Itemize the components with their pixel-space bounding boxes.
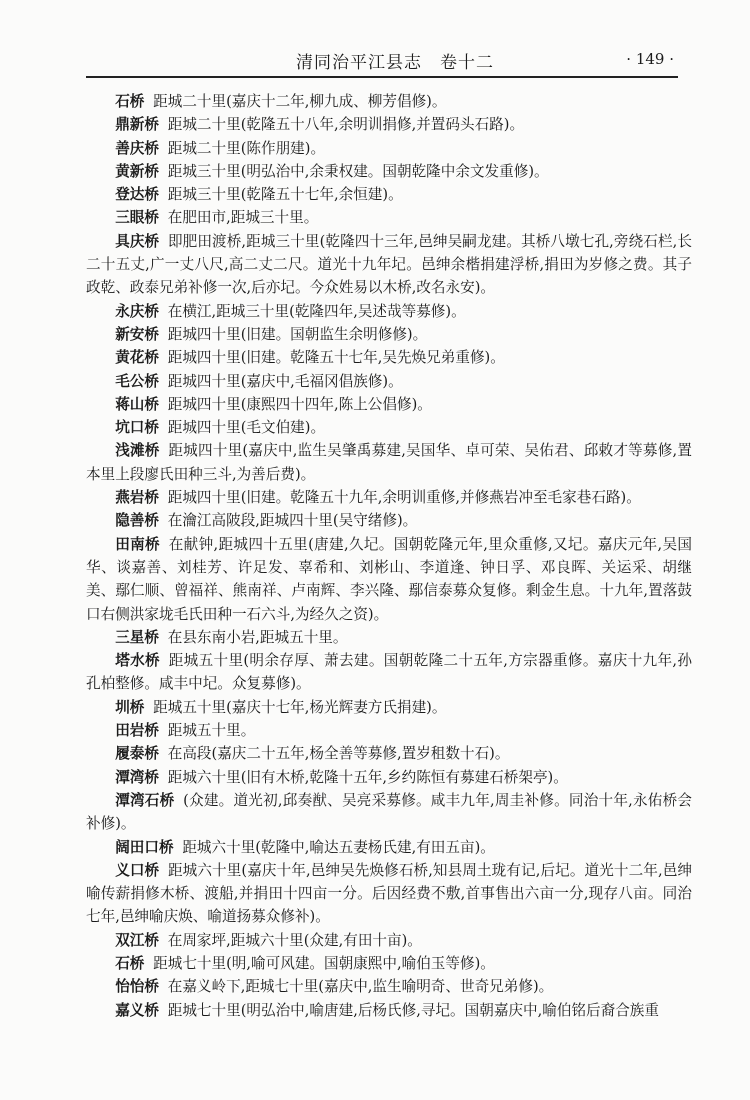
bridge-name: 蒋山桥 <box>115 395 159 413</box>
bridge-name: 双江桥 <box>115 931 159 949</box>
bridge-entry <box>86 696 692 719</box>
bridge-entry <box>86 626 692 649</box>
bridge-entry <box>86 370 692 393</box>
bridge-name: 田岩桥 <box>115 722 159 740</box>
bridge-name: 怡怡桥 <box>115 978 159 996</box>
bridge-description: 距城六十里(旧有木桥,乾隆十五年,乡约陈恒有募建石桥架亭)。 <box>167 768 568 786</box>
bridge-name: 嘉义桥 <box>115 1001 159 1019</box>
bridge-description: 距城六十里(乾隆中,喻达五妻杨氏建,有田五亩)。 <box>182 838 495 856</box>
bridge-entry <box>86 859 692 929</box>
bridge-entry <box>86 323 692 346</box>
bridge-name: 三星桥 <box>115 628 159 646</box>
bridge-entry <box>86 486 692 509</box>
bridge-name: 登达桥 <box>115 186 159 204</box>
bridge-entry <box>86 206 692 229</box>
bridge-entry <box>86 929 692 952</box>
bridge-name: 燕岩桥 <box>115 489 159 507</box>
bridge-name: 新安桥 <box>115 325 159 343</box>
bridge-name: 坑口桥 <box>115 419 159 437</box>
bridge-description: 距城五十里(明余存厚、萧去建。国朝乾隆二十五年,方宗器重修。嘉庆十九年,孙孔柏整修。咸丰中圮。众复募修)。 <box>86 652 692 693</box>
bridge-name: 黄花桥 <box>115 349 159 367</box>
bridge-entry <box>86 137 692 160</box>
bridge-description: 距城二十里(陈作朋建)。 <box>167 139 326 157</box>
bridge-description: 在嘉义岭下,距城七十里(嘉庆中,监生喻明奇、世奇兄弟修)。 <box>167 978 554 996</box>
page-number: · 149 · <box>626 50 674 68</box>
bridge-description: 距城六十里(嘉庆十年,邑绅吴先焕修石桥,知县周土珑有记,后圮。道光十二年,邑绅喻传薪捐修木桥、渡船,并捐田十四亩一分。后因经费不敷,首事售出六亩一分,现存八亩。同治七年,邑绅喻庆焕、喻道扬募众修补)。 <box>86 861 692 926</box>
bridge-entry <box>86 836 692 859</box>
bridge-description: 距城四十里(旧建。乾隆五十七年,吴先焕兄弟重修)。 <box>167 349 505 367</box>
bridge-description: 在横江,距城三十里(乾隆四年,吴述哉等募修)。 <box>167 302 466 320</box>
bridge-name: 隐善桥 <box>115 512 159 530</box>
bridge-entry <box>86 719 692 742</box>
bridge-description: 距城四十里(旧建。乾隆五十九年,余明训重修,并修燕岩冲至毛家巷石路)。 <box>167 489 641 507</box>
bridge-entry <box>86 789 692 836</box>
bridge-name: 田南桥 <box>115 535 160 553</box>
bridge-description: 距城七十里(明,喻可风建。国朝康熙中,喻伯玉等修)。 <box>153 954 495 972</box>
bridge-entry <box>86 416 692 439</box>
bridge-name: 义口桥 <box>115 861 160 879</box>
bridge-name: 毛公桥 <box>115 372 159 390</box>
bridge-description: 即肥田渡桥,距城三十里(乾隆四十三年,邑绅吴嗣龙建。其桥八墩七孔,旁绕石栏,长二十五丈,广一丈八尺,高二丈二尺。道光十九年圮。邑绅余楷捐建浮桥,捐田为岁修之费。其子政乾、政泰兄弟补修一次,后亦圮。今众姓易以木桥,改名永安)。 <box>86 232 692 297</box>
header-title: 清同治平江县志 卷十二 <box>296 53 494 73</box>
bridge-name: 具庆桥 <box>115 232 160 250</box>
bridge-name: 圳桥 <box>115 698 145 716</box>
bridge-entry <box>86 439 692 486</box>
bridge-description: 距城五十里。 <box>167 722 256 740</box>
bridge-description: 距城二十里(乾隆五十八年,余明训捐修,并置码头石路)。 <box>167 116 525 134</box>
bridge-name: 潭湾桥 <box>115 768 159 786</box>
bridge-name: 履泰桥 <box>115 745 159 763</box>
bridge-entry <box>86 649 692 696</box>
page-header <box>86 46 678 78</box>
bridge-description: (众建。道光初,邱奏猷、吴亮采募修。咸丰九年,周圭补修。同治十年,永佑桥会补修)。 <box>86 791 692 833</box>
bridge-description: 距城三十里(乾隆五十七年,余恒建)。 <box>167 186 403 204</box>
bridge-entry <box>86 393 692 416</box>
bridge-description: 距城五十里(嘉庆十七年,杨光辉妻方氏捐建)。 <box>153 698 447 716</box>
bridge-name: 石桥 <box>115 954 145 972</box>
bridge-description: 距城四十里(嘉庆中,监生吴肇禹募建,吴国华、卓可荣、吴佑君、邱敕才等募修,置本里上段廖氏田种三斗,为善后费)。 <box>86 442 692 483</box>
bridge-description: 距城二十里(嘉庆十二年,柳九成、柳芳倡修)。 <box>153 93 447 110</box>
bridge-entry <box>86 300 692 323</box>
bridge-entry <box>86 766 692 789</box>
bridge-entry <box>86 742 692 765</box>
bridge-name: 永庆桥 <box>115 302 159 320</box>
bridge-name: 善庆桥 <box>115 139 159 157</box>
bridge-entry <box>86 90 692 113</box>
bridge-description: 距城四十里(旧建。国朝监生余明修修)。 <box>167 325 428 343</box>
bridge-entry <box>86 113 692 136</box>
bridge-name: 潭湾石桥 <box>115 791 175 809</box>
bridge-name: 阔田口桥 <box>115 838 174 856</box>
bridge-entry <box>86 160 692 183</box>
bridge-entry <box>86 999 692 1022</box>
bridge-name: 石桥 <box>115 93 145 110</box>
bridge-name: 鼎新桥 <box>115 116 159 134</box>
bridge-description: 距城四十里(毛文伯建)。 <box>167 419 326 437</box>
bridge-description: 距城三十里(明弘治中,余秉权建。国朝乾隆中余文发重修)。 <box>167 162 549 180</box>
bridge-name: 浅滩桥 <box>115 442 160 460</box>
bridge-description: 距城四十里(康熙四十四年,陈上公倡修)。 <box>167 395 432 413</box>
bridge-description: 距城四十里(嘉庆中,毛福冈倡族修)。 <box>167 372 403 390</box>
bridge-name: 黄新桥 <box>115 162 159 180</box>
bridge-entry <box>86 230 692 300</box>
bridge-entry <box>86 509 692 532</box>
bridge-name: 三眼桥 <box>115 209 159 227</box>
bridge-description: 在县东南小岩,距城五十里。 <box>167 628 348 646</box>
bridge-entry <box>86 346 692 369</box>
bridge-entry <box>86 975 692 998</box>
bridge-entry <box>86 183 692 206</box>
bridge-description: 在献钟,距城四十五里(唐建,久圮。国朝乾隆元年,里众重修,又圮。嘉庆元年,吴国华、谈嘉善、刘桂芳、许足发、辜希和、刘彬山、李道逢、钟日孚、邓良晖、关运采、胡继美、鄢仁顺、曾福祥、熊南祥、卢南辉、李兴隆、鄢信泰募众复修。剩金生息。十九年,置落鼓口右侧洪家垅毛氏田种一石六斗,为经久之资)。 <box>86 535 692 623</box>
bridge-entry <box>86 952 692 975</box>
bridge-description: 在周家坪,距城六十里(众建,有田十亩)。 <box>167 931 422 949</box>
bridge-name: 塔水桥 <box>115 652 160 670</box>
bridge-description: 距城七十里(明弘治中,喻唐建,后杨氏修,寻圮。国朝嘉庆中,喻伯铭后裔合族重 <box>167 1001 659 1019</box>
bridge-description: 在高段(嘉庆二十五年,杨全善等募修,置岁租数十石)。 <box>167 745 510 763</box>
bridge-entry <box>86 533 692 626</box>
bridge-description: 在瀹江高陂段,距城四十里(吴守绪修)。 <box>167 512 418 530</box>
bridge-description: 在肥田市,距城三十里。 <box>167 209 319 227</box>
entry-list <box>86 90 692 1022</box>
